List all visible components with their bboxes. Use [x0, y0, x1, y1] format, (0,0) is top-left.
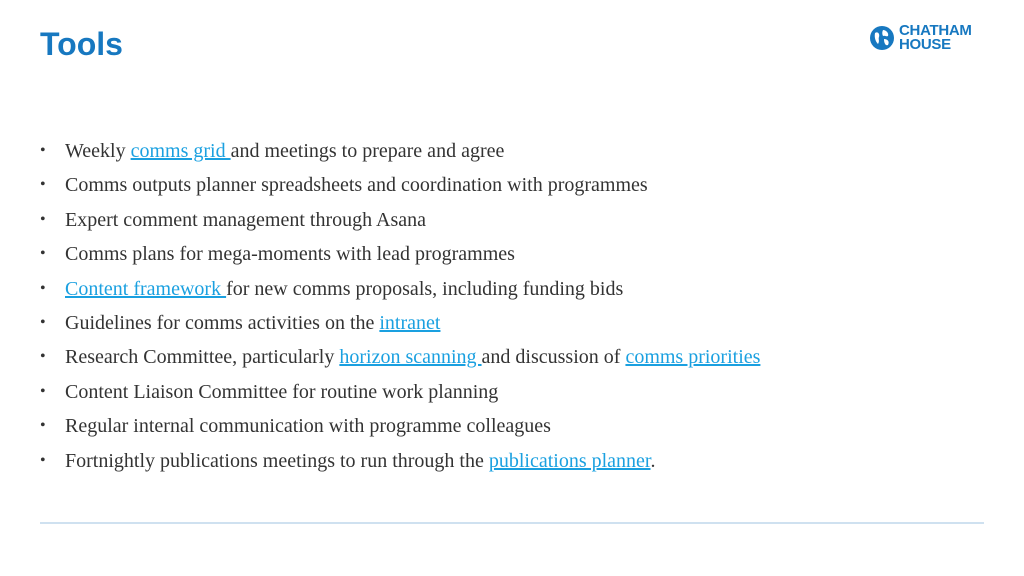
bullet-text: Comms outputs planner spreadsheets and coordination with programmes: [65, 174, 648, 197]
bullet-dot: •: [40, 417, 46, 435]
list-item: [40, 412, 830, 440]
globe-icon: [869, 25, 895, 51]
footer-divider: [40, 522, 984, 524]
tools-bullet-list: [40, 137, 830, 481]
bullet-dot: •: [40, 176, 46, 194]
page-title: Tools: [40, 26, 123, 62]
list-item: [40, 240, 830, 268]
bullet-dot: •: [40, 142, 46, 159]
bullet-text: Comms plans for mega-moments with lead programmes: [65, 243, 515, 266]
list-item: [40, 447, 830, 475]
bullet-text: Research Committee, particularly: [65, 346, 340, 369]
logo-line-2: HOUSE: [899, 36, 951, 53]
comms-priorities-link[interactable]: comms priorities: [625, 346, 761, 369]
bullet-text: Content Liaison Committee for routine work planning: [65, 380, 499, 403]
bullet-dot: •: [40, 210, 46, 228]
bullet-text: Expert comment management through Asana: [65, 208, 427, 231]
bullet-dot: •: [40, 451, 46, 469]
bullet-dot: •: [40, 382, 46, 400]
bullet-dot: •: [40, 348, 46, 366]
bullet-text: Guidelines for comms activities on the: [65, 311, 380, 334]
bullet-text: Regular internal communication with programme colleagues: [65, 415, 551, 438]
list-item: [40, 275, 830, 303]
content-framework-link[interactable]: Content framework: [65, 277, 227, 300]
bullet-text: Fortnightly publications meetings to run through the: [65, 449, 489, 472]
bullet-dot: •: [40, 313, 46, 331]
intranet-link[interactable]: intranet: [379, 311, 441, 334]
list-item: [40, 206, 830, 234]
publications-planner-link[interactable]: publications planner: [488, 449, 651, 472]
bullet-dot: •: [40, 279, 46, 297]
list-item: [40, 378, 830, 406]
bullet-text: and discussion of: [481, 346, 626, 369]
bullet-dot: •: [40, 245, 46, 263]
bullet-text: .: [650, 449, 656, 472]
bullet-text: and meetings to prepare and agree: [230, 140, 505, 162]
horizon-scanning-link[interactable]: horizon scanning: [339, 346, 482, 369]
comms-grid-link[interactable]: comms grid: [130, 140, 231, 162]
logo-line-1: CHATHAM: [899, 22, 972, 39]
bullet-text: Weekly: [65, 140, 131, 162]
list-item: [40, 309, 830, 337]
list-item: [40, 343, 830, 371]
list-item: [40, 171, 830, 199]
chatham-house-logo: [869, 24, 972, 52]
bullet-text: for new comms proposals, including funding bids: [226, 277, 624, 300]
list-item: [40, 137, 830, 165]
